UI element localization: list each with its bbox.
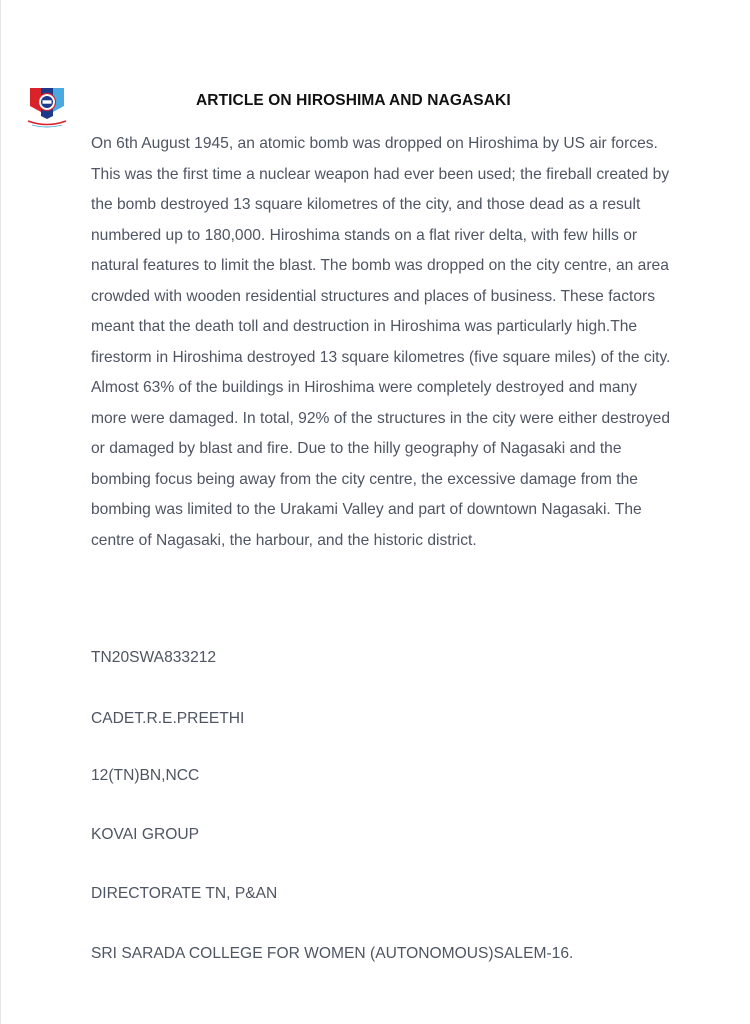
cadet-number: TN20SWA833212 (91, 649, 217, 666)
group-name: KOVAI GROUP (91, 826, 200, 843)
battalion: 12(TN)BN,NCC (91, 767, 200, 784)
college-name: SRI SARADA COLLEGE FOR WOMEN (AUTONOMOUS)SALEM-16. (91, 945, 574, 962)
cadet-name: CADET.R.E.PREETHI (91, 710, 245, 727)
directorate: DIRECTORATE TN, P&AN (91, 885, 278, 902)
page-title: ARTICLE ON HIROSHIMA AND NAGASAKI (196, 92, 511, 109)
ncc-crest-icon (24, 84, 70, 130)
article-body: On 6th August 1945, an atomic bomb was dropped on Hiroshima by US air forces. This was the first time a nuclear weapon had ever been used; the fireball created by the bomb destroyed 13 square kilometres of the city, and those dead as a result numbered up to 180,000. Hiroshima stands on a flat river delta, with few hills or natural features to limit the blast. The bomb was dropped on the city centre, an area crowded with wooden residential structures and places of business. These factors meant that the death toll and destruction in Hiroshima was particularly high.The firestorm in Hiroshima destroyed 13 square kilometres (five square miles) of the city. Almost 63% of the buildings in Hiroshima were completely destroyed and many more were damaged. In total, 92% of the structures in the city were either destroyed or damaged by blast and fire. Due to the hilly geography of Nagasaki and the bombing focus being away from the city centre, the excessive damage from the bombing was limited to the Urakami Valley and part of downtown Nagasaki. The centre of Nagasaki, the harbour, and the historic district. (91, 135, 671, 549)
page-edge (0, 0, 1, 1024)
